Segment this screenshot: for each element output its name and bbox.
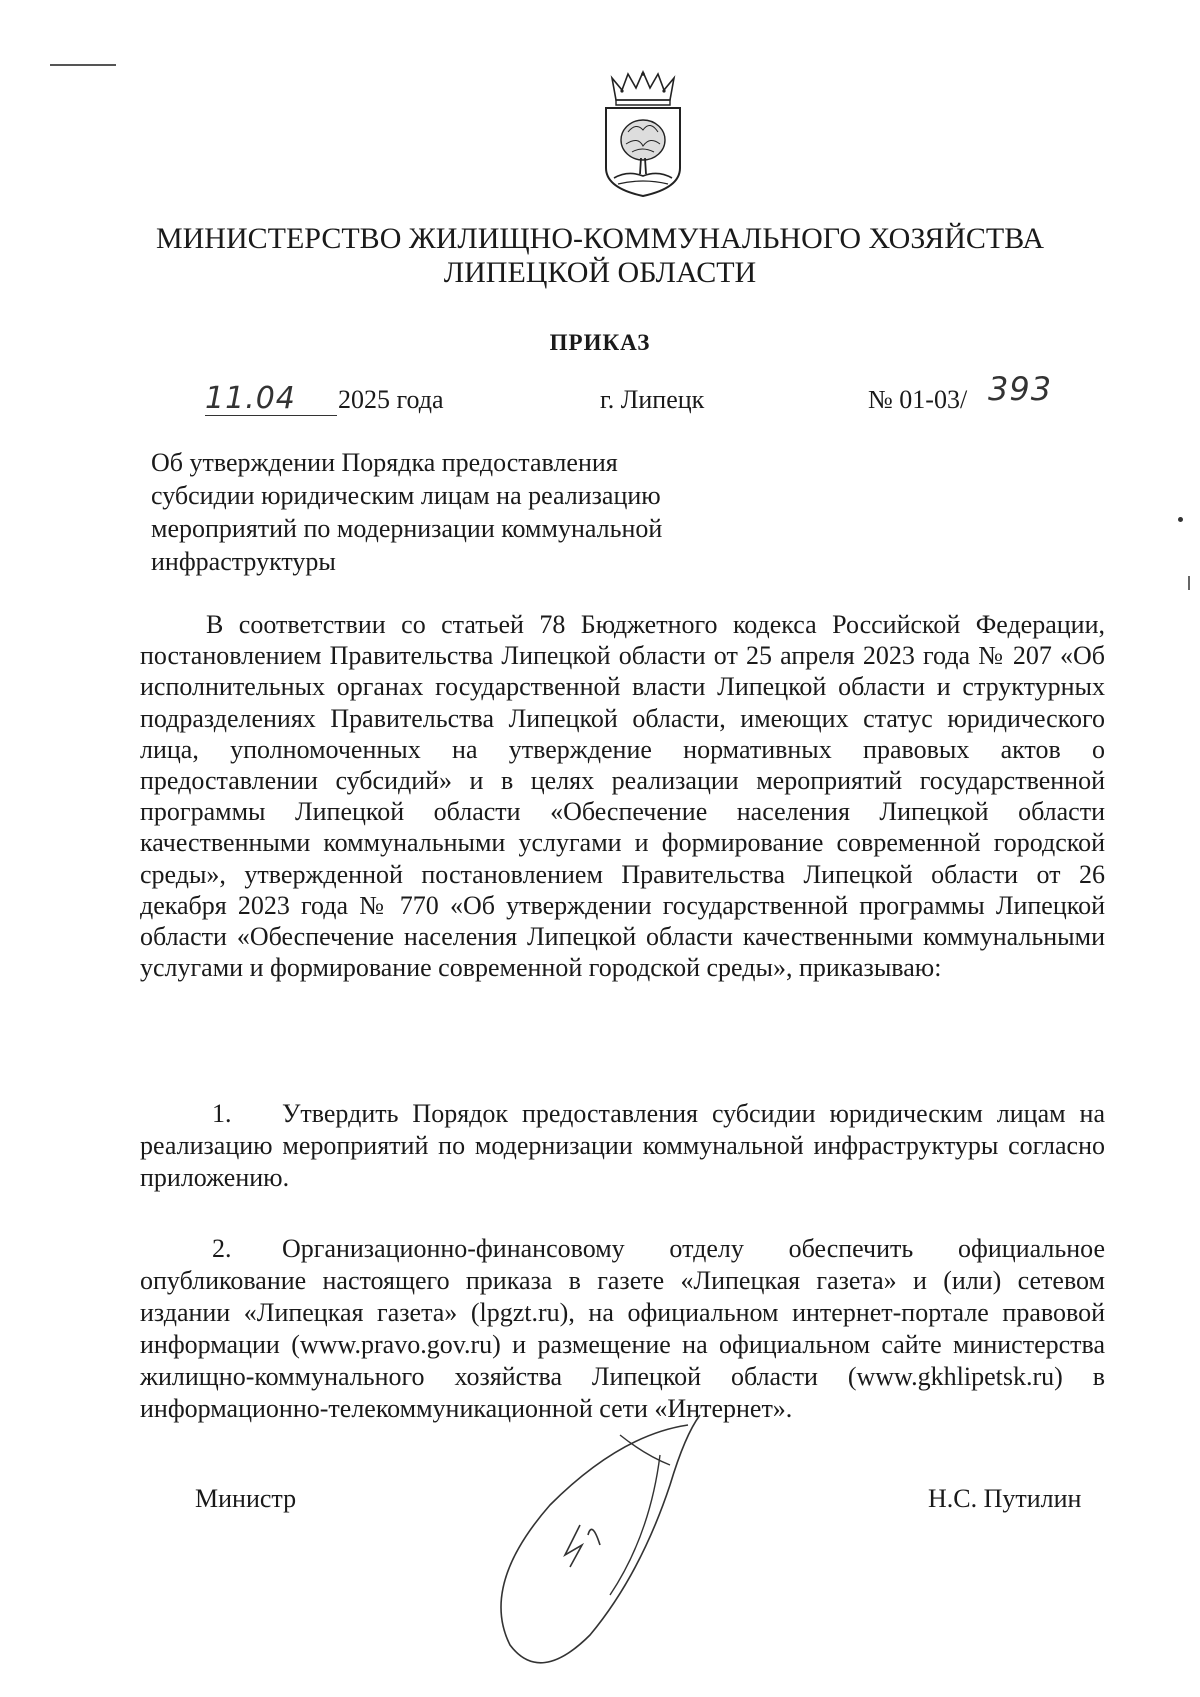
ministry-name-line1: МИНИСТЕРСТВО ЖИЛИЩНО-КОММУНАЛЬНОГО ХОЗЯЙСТВА: [155, 222, 1045, 255]
document-type: ПРИКАЗ: [549, 330, 651, 355]
scan-mark: [1188, 576, 1195, 590]
preamble-paragraph: В соответствии со статьей 78 Бюджетного кодекса Российской Федерации, постановлением Правительства Липецкой области от 25 апреля 2023 года № 207 «Об исполнительных органах государственной власти Липецкой области и структурных подразделениях Правительства Липецкой области, имеющих статус юридического лица, уполномоченных на утверждение нормативных правовых актов о предоставлении субсидий» и в целях реализации мероприятий государственной программы Липецкой области «Обеспечение населения Липецкой области качественными коммунальными услугами и формирование современной городской среды», утвержденной постановлением Правительства Липецкой области от 26 декабря 2023 года № 770 «Об утверждении государственной программы Липецкой области «Обеспечение населения Липецкой области качественными коммунальными услугами и формирование современной городской среды», приказываю:: [140, 610, 1105, 983]
item-number: 1.: [212, 1099, 232, 1128]
signatory-position: Министр: [195, 1484, 297, 1513]
subject-line: Об утверждении Порядка предоставления: [151, 448, 618, 477]
order-number-prefix: № 01-03/: [868, 385, 968, 414]
subject-line: мероприятий по модернизации коммунальной: [151, 514, 663, 543]
subject-line: субсидии юридическим лицам на реализацию: [151, 481, 661, 510]
order-item-1: [140, 1098, 1105, 1194]
order-subject: [151, 446, 711, 578]
item-text: Организационно-финансовому отделу обеспечить официальное опубликование настоящего приказа в газете «Липецкая газета» и (или) сетевом издании «Липецкая газета» (lpgzt.ru), на официальном интернет-портале правовой информации (www.pravo.gov.ru) и размещение на официальном сайте министерства жилищно-коммунального хозяйства Липецкой области (www.gkhlipetsk.ru) в информационно-телекоммуникационной сети «Интернет».: [140, 1234, 1105, 1423]
handwritten-date: 11.04: [205, 381, 337, 416]
coat-of-arms-icon: [598, 70, 688, 200]
year-text: 2025 года: [338, 385, 444, 414]
handwritten-signature-icon: [470, 1395, 770, 1675]
city-text: г. Липецк: [600, 385, 705, 414]
subject-line: инфраструктуры: [151, 547, 336, 576]
signatory-name: Н.С. Путилин: [928, 1484, 1082, 1513]
item-number: 2.: [212, 1234, 232, 1263]
scan-mark: [1178, 517, 1183, 522]
corner-mark: [50, 64, 116, 66]
handwritten-order-number: 393: [988, 370, 1053, 408]
ministry-name-line2: ЛИПЕЦКОЙ ОБЛАСТИ: [443, 256, 757, 289]
item-text: Утвердить Порядок предоставления субсидии юридическим лицам на реализацию мероприятий по модернизации коммунальной инфраструктуры согласно приложению.: [140, 1099, 1105, 1192]
